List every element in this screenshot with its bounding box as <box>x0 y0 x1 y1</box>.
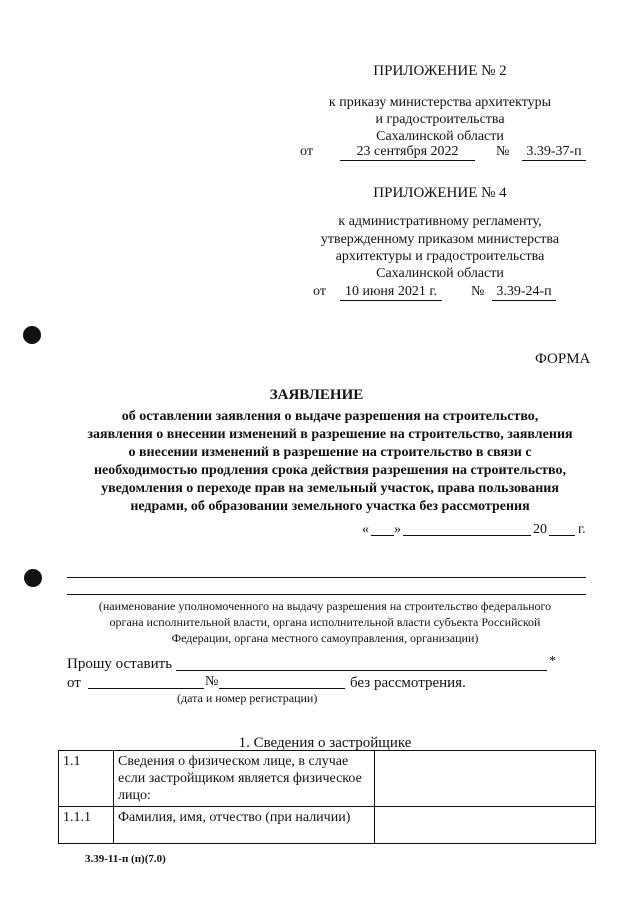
section1-table <box>58 750 596 844</box>
authority-caption-line: органа исполнительной власти, органа исполнительной власти субъекта Российской <box>109 615 541 629</box>
date-day-blank[interactable] <box>371 535 394 536</box>
appendix2-line3: Сахалинской области <box>376 129 504 144</box>
row-number: 1.1.1 <box>59 807 114 844</box>
subtitle-line: об оставлении заявления о выдаче разрешения на строительство, <box>121 409 539 424</box>
form-label: ФОРМА <box>535 351 591 367</box>
authority-caption-line: (наименование уполномоченного на выдачу разрешения на строительство федерального <box>98 599 552 613</box>
appendix2-from-label: от <box>300 144 313 159</box>
row-label: Сведения о физическом лице, в случае если застройщиком является физическое лицо: <box>114 751 375 807</box>
date-year-blank[interactable] <box>549 535 575 536</box>
appendix4-date: 10 июня 2021 г. <box>340 283 442 301</box>
document-title: ЗАЯВЛЕНИЕ <box>269 387 364 403</box>
request-caption: (дата и номер регистрации) <box>177 691 318 705</box>
appendix4-number: 3.39-24-п <box>492 283 556 301</box>
request-date-field[interactable] <box>88 688 204 689</box>
row-label: Фамилия, имя, отчество (при наличии) <box>114 807 375 844</box>
row-number: 1.1 <box>59 751 114 807</box>
request-asterisk: * <box>549 654 556 669</box>
section1-title: 1. Сведения о застройщике <box>238 735 412 751</box>
subtitle-line: необходимостью продления срока действия разрешения на строительство, <box>93 463 567 478</box>
binder-hole-top <box>23 326 41 344</box>
date-month-blank[interactable] <box>403 535 531 536</box>
subtitle-line: о внесении изменений в разрешение на строительство в связи с <box>128 445 532 460</box>
table-row <box>59 807 596 844</box>
authority-line-1[interactable] <box>67 577 586 578</box>
subtitle-line: заявления о внесении изменений в разрешение на строительство, заявления <box>87 427 573 442</box>
authority-line-2[interactable] <box>67 594 586 595</box>
appendix2-number: 3.39-37-п <box>522 143 586 161</box>
appendix4-line2: утвержденному приказом министерства <box>320 232 560 247</box>
request-num-label: № <box>205 674 219 689</box>
appendix4-line3: архитектуры и градостроительства <box>335 249 545 264</box>
date-year-prefix: 20 <box>533 522 547 537</box>
appendix2-line1: к приказу министерства архитектуры <box>328 95 552 110</box>
appendix2-line2: и градостроительства <box>375 112 505 127</box>
subtitle-line: недрами, об образовании земельного участка без рассмотрения <box>130 499 530 514</box>
authority-caption <box>60 598 590 646</box>
row-value[interactable] <box>375 751 596 807</box>
appendix2-num-label: № <box>496 144 510 159</box>
date-year-suffix: г. <box>578 522 586 537</box>
binder-hole-bottom <box>24 569 42 587</box>
request-without-review: без рассмотрения. <box>350 675 466 691</box>
appendix2-title: ПРИЛОЖЕНИЕ № 2 <box>373 63 507 79</box>
appendix2-date: 23 сентября 2022 <box>340 143 475 161</box>
document-subtitle <box>50 408 610 516</box>
appendix4-title: ПРИЛОЖЕНИЕ № 4 <box>373 185 507 201</box>
request-from-label: от <box>67 675 81 691</box>
appendix4-line1: к административному регламенту, <box>338 214 542 229</box>
appendix4-num-label: № <box>471 284 485 299</box>
footer-code: 3.39-11-п (п)(7.0) <box>85 853 166 865</box>
appendix4-from-label: от <box>313 284 326 299</box>
date-open-quote: « <box>362 522 369 537</box>
appendix4-line4: Сахалинской области <box>376 266 504 281</box>
date-close-quote: » <box>394 522 401 537</box>
row-value[interactable] <box>375 807 596 844</box>
request-number-field[interactable] <box>219 688 345 689</box>
authority-caption-line: Федерации, органа местного самоуправления, организации) <box>171 631 479 645</box>
request-prompt: Прошу оставить <box>67 656 173 672</box>
table-row <box>59 751 596 807</box>
request-object-field[interactable] <box>176 670 547 671</box>
subtitle-line: уведомления о переходе прав на земельный участок, права пользования <box>101 481 559 496</box>
